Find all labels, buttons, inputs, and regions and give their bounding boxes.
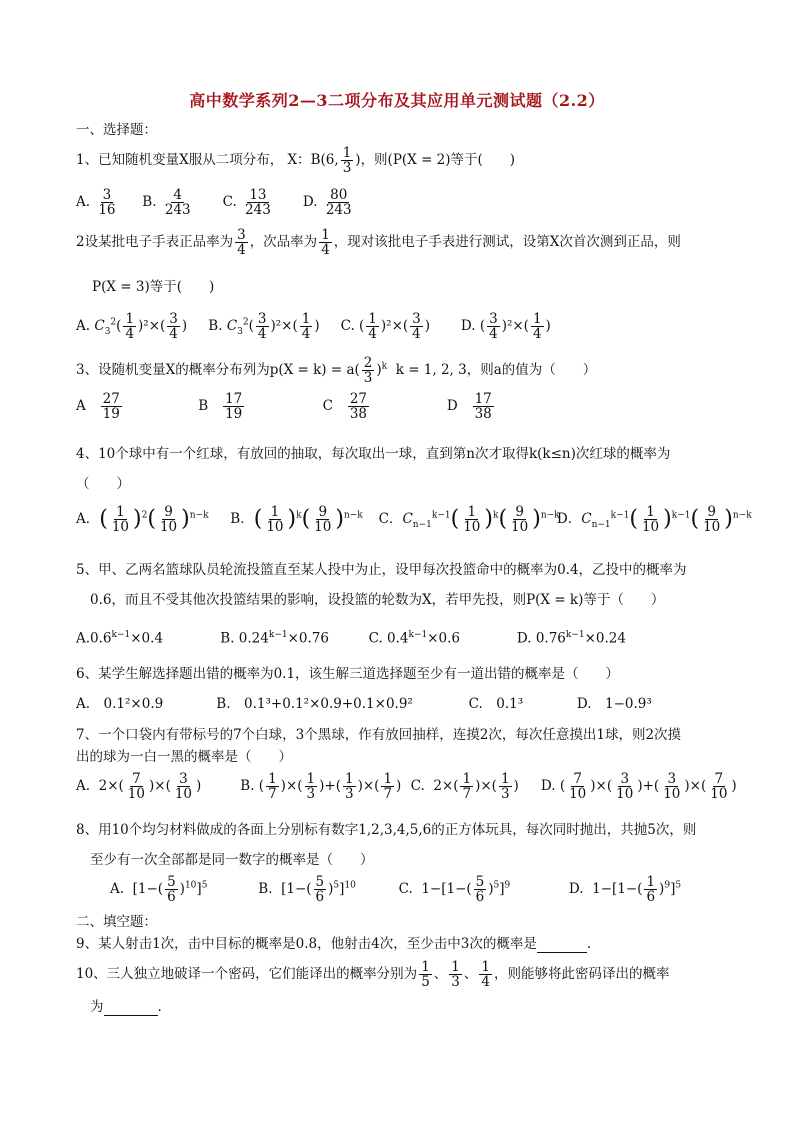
- q7-line2: 出的球为一白一黑的概率是（ ）: [76, 749, 292, 765]
- q2-stem: 2设某批电子手表正品率为 $\frac{3}{4}$ ，次品率为 $\frac{1}{4}$ ，现对该批电子手表进行测试，设第X次首次测到正品，则: [76, 227, 681, 259]
- q10-answer-blank: [104, 999, 158, 1016]
- q8-stem: 8、用10个均匀材料做成的各面上分别标有数字1,2,3,4,5,6的正方体玩具，每次同时抛出，共抛5次，则: [76, 822, 697, 838]
- q9-stem: 9、某人射击1次，击中目标的概率是0.8，他射击4次，至少击中3次的概率是 .: [76, 936, 592, 952]
- q3-option-c: C $\frac{27}{38}$: [322, 391, 367, 423]
- q1-option-d: D. $\frac{80}{243}$: [302, 187, 352, 219]
- section-fill: 二、填空题：: [76, 914, 157, 930]
- page-title: 高中数学系列2—3二项分布及其应用单元测试题（2.2）: [189, 91, 605, 110]
- q1-option-c: C. $\frac{13}{243}$: [222, 187, 271, 219]
- q3-option-b: B $\frac{17}{19}$: [198, 391, 243, 423]
- q3-options: [76, 392, 738, 421]
- q1-option-b: B. $\frac{4}{243}$: [142, 187, 191, 219]
- section-choice: 一、选择题：: [76, 122, 157, 138]
- q1-options: [76, 188, 738, 217]
- q8-line2: 至少有一次全部都是同一数字的概率是（ ）: [90, 852, 374, 868]
- q4-stem: 4、10个球中有一个红球，有放回的抽取，每次取出一球，直到第n次才取得k(k≤n)次红球的概率为: [76, 446, 671, 462]
- q6-options: A. 0.1²×0.9 B. 0.1³+0.1²×0.9+0.1×0.9² C. 0.1³ D. 1−0.9³: [76, 696, 652, 712]
- q6-stem: 6、某学生解选择题出错的概率为0.1，该生解三道选择题至少有一道出错的概率是（ ）: [76, 666, 620, 682]
- q4-line2: （ ）: [76, 476, 130, 492]
- fraction: $\frac{1}{3}$: [342, 145, 352, 177]
- q3-option-a: A $\frac{27}{19}$: [76, 391, 120, 423]
- q4-options: A．( $\frac{1}{10}$ )$^2$( $\frac{9}{10}$ )$^{n-k}$ B．( $\frac{1}{10}$ )$^k$( $\frac{9}{10}$ )$^{n-k}$ C．$C_{n-1}^{k-1}$( $\frac{1}{10}$ )$^k$( $\frac{9}{10}$ )$^{n-k}$ D．$C_{n-1}^{k-1}$( $\frac{1}{10}$ )$^{k-1}$( $\frac{9}{10}$ )$^{n-k}$: [76, 504, 752, 536]
- q8-options: A. [1−( $\frac{5}{6}$ )$^{10}$]$^5$ B. [1−( $\frac{5}{6}$ )$^5$]$^{10}$ C. 1−[1−( $\frac{5}{6}$ )$^5$]$^9$ D. 1−[1−( $\frac{1}{6}$ )$^9$]$^5$: [110, 874, 682, 906]
- q10-line2: 为 .: [90, 999, 162, 1015]
- q1-option-a: A. $\frac{3}{16}$: [76, 187, 116, 219]
- q1-stem: 1、已知随机变量X服从二项分布， X：B(6, $\frac{1}{3}$ )，则(P(X = 2)等于( ): [76, 145, 516, 177]
- q7-stem: 7、一个口袋内有带标号的7个白球，3个黑球，作有放回抽样，连摸2次，每次任意摸出1球，则2次摸: [76, 727, 682, 743]
- q3-option-d: D $\frac{17}{38}$: [446, 391, 492, 423]
- q10-stem: 10、三人独立地破译一个密码，它们能译出的概率分别为 $\frac{1}{5}$ 、 $\frac{1}{3}$ 、 $\frac{1}{4}$ ，则能够将此密码译出的概率: [76, 959, 670, 991]
- q9-answer-blank: [537, 936, 587, 953]
- q2-options: A. $C_3^2$( $\frac{1}{4}$ )²×( $\frac{3}{4}$ ) B. $C_3^2$( $\frac{3}{4}$ )²×( $\frac{1}{4}$ ) C. ( $\frac{1}{4}$ )²×( $\frac{3}{4}$ ) D. ( $\frac{3}{4}$ )²×( $\frac{1}{4}$ ): [76, 311, 551, 343]
- q7-options: A. 2×( $\frac{7}{10}$ )×( $\frac{3}{10}$ ) B. ( $\frac{1}{7}$ )×( $\frac{1}{3}$ )+( $\frac{1}{3}$ )×( $\frac{1}{7}$ ) C. 2×( $\frac{1}{7}$ )×( $\frac{1}{3}$ ) D. ( $\frac{7}{10}$ )×( $\frac{3}{10}$ )+( $\frac{3}{10}$ )×( $\frac{7}{10}$ ): [76, 771, 737, 803]
- q5-line2: 0.6，而且不受其他次投篮结果的影响，设投篮的轮数为X，若甲先投，则P(X = k)等于（ ）: [90, 592, 665, 608]
- q5-options: $A.0.6^{k-1}\times 0.4$ B. $0.24^{k-1}\times 0.76$ C. $0.4^{k-1}\times 0.6$ D. $0.76^{k-1}\times 0.24$: [76, 630, 626, 647]
- q3-stem: 3、设随机变量X的概率分布列为p(X = k) = a( $\frac{2}{3}$ )$^k$ k = 1, 2, 3，则a的值为（ ）: [76, 355, 597, 387]
- q5-stem: 5、甲、乙两名篮球队员轮流投篮直至某人投中为止，设甲每次投篮命中的概率为0.4，乙投中的概率为: [76, 562, 687, 578]
- q2-line2: P(X = 3)等于( ): [92, 279, 215, 295]
